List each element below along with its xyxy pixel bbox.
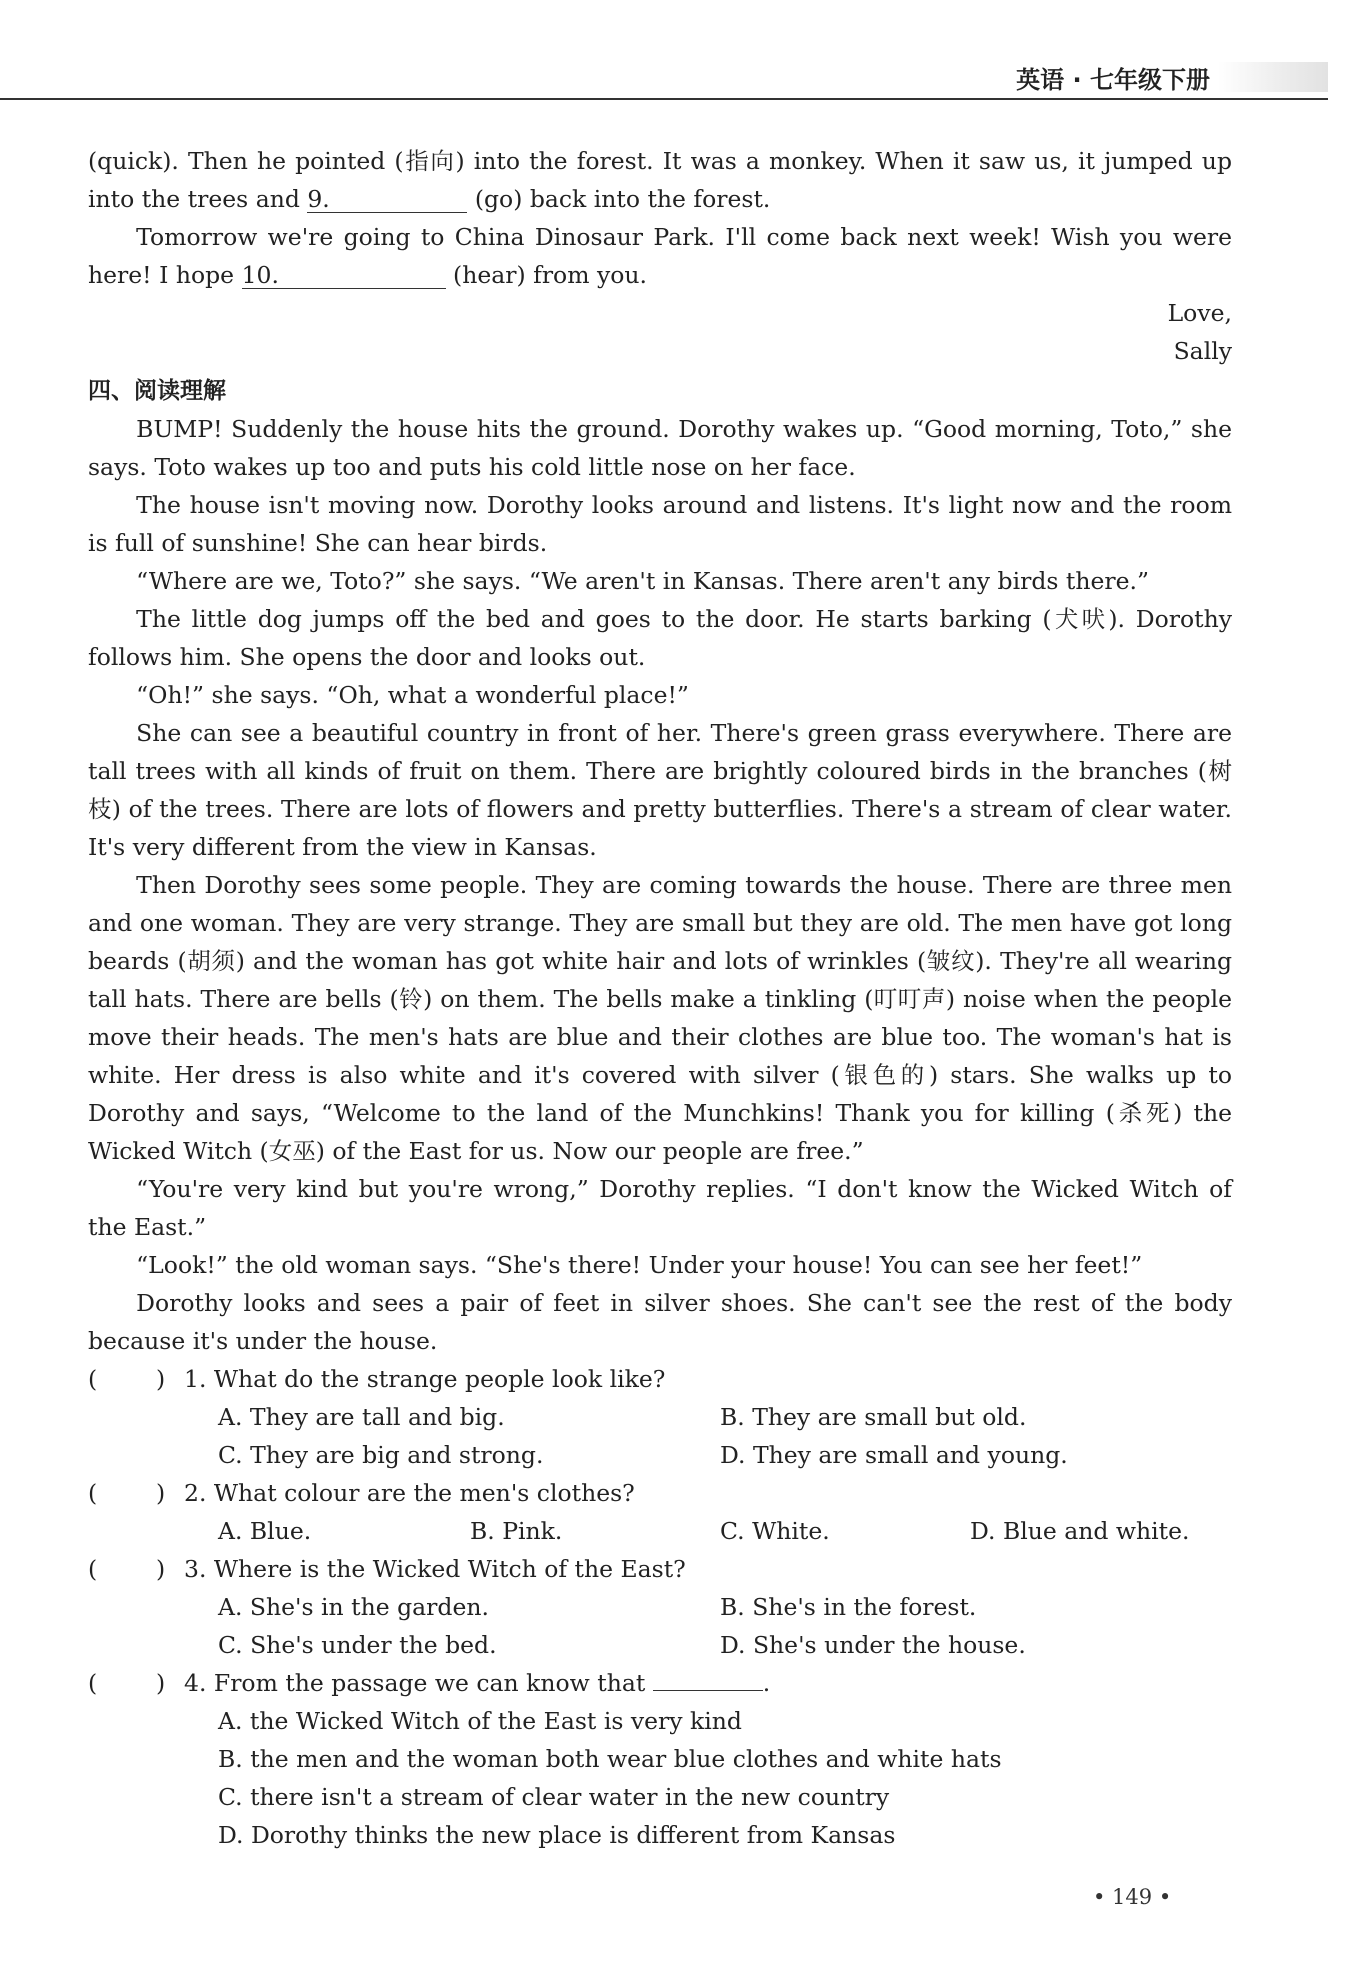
letter-paragraph-2 — [88, 218, 1232, 294]
answer-blank[interactable] — [653, 1690, 763, 1691]
question-text — [184, 1664, 770, 1702]
option-d[interactable]: D. She's under the house. — [720, 1631, 1026, 1659]
answer-blank-10[interactable] — [242, 262, 446, 289]
letter-paragraph-1 — [88, 142, 1232, 218]
section-title: 四、阅读理解 — [88, 378, 226, 404]
option-row — [88, 1778, 1232, 1816]
letter-text: (go) back into the forest. — [467, 185, 771, 213]
option-c[interactable]: C. She's under the bed. — [218, 1631, 497, 1659]
answer-blank-9[interactable] — [307, 186, 467, 213]
blank-number: 9. — [307, 185, 330, 213]
passage-paragraph: “Where are we, Toto?” she says. “We aren't in Kansas. There aren't any birds there.” — [136, 567, 1150, 595]
option-row — [88, 1436, 1232, 1474]
answer-paren-close: ) — [156, 1669, 166, 1697]
question-4 — [88, 1664, 1232, 1702]
question-3 — [88, 1550, 1232, 1588]
page-content — [88, 142, 1232, 1854]
option-row — [88, 1816, 1232, 1854]
option-d[interactable]: D. Dorothy thinks the new place is different from Kansas — [218, 1821, 896, 1849]
option-c[interactable]: C. White. — [720, 1517, 830, 1545]
page-number: • 149 • — [1093, 1885, 1172, 1909]
option-d[interactable]: D. Blue and white. — [970, 1517, 1190, 1545]
letter-text: Tomorrow we're going to China Dinosaur Park. I'll come back next week! Wish you were here! I hope — [88, 223, 1232, 289]
passage-paragraph: The house isn't moving now. Dorothy looks around and listens. It's light now and the room is full of sunshine! She can hear birds. — [88, 491, 1232, 557]
answer-paren-close: ) — [156, 1555, 166, 1583]
question-text: 3. Where is the Wicked Witch of the East? — [184, 1555, 686, 1583]
question-text: 2. What colour are the men's clothes? — [184, 1479, 635, 1507]
question-1 — [88, 1360, 1232, 1398]
passage-paragraph: Dorothy looks and sees a pair of feet in silver shoes. She can't see the rest of the body because it's under the house. — [88, 1289, 1232, 1355]
passage-paragraph: “You're very kind but you're wrong,” Dorothy replies. “I don't know the Wicked Witch of the East.” — [88, 1175, 1232, 1241]
option-row — [88, 1626, 1232, 1664]
passage-paragraph: “Oh!” she says. “Oh, what a wonderful place!” — [136, 681, 689, 709]
letter-text: (quick). Then he pointed (指向) into the forest. It was a monkey. When it saw us, it jumped up into the trees and — [88, 147, 1232, 213]
option-a[interactable]: A. Blue. — [218, 1517, 312, 1545]
question-2 — [88, 1474, 1232, 1512]
passage-paragraph: BUMP! Suddenly the house hits the ground. Dorothy wakes up. “Good morning, Toto,” she says. Toto wakes up too and puts his cold little nose on her face. — [88, 415, 1232, 481]
passage-paragraph: She can see a beautiful country in front of her. There's green grass everywhere. There are tall trees with all kinds of fruit on them. There are brightly coloured birds in the branches (树枝) of the trees. There are lots of flowers and pretty butterflies. There's a stream of clear water. It's very different from the view in Kansas. — [88, 719, 1232, 861]
option-row — [88, 1398, 1232, 1436]
answer-paren-close: ) — [156, 1479, 166, 1507]
option-row — [88, 1740, 1232, 1778]
passage-paragraph: The little dog jumps off the bed and goes to the door. He starts barking (犬吠). Dorothy follows him. She opens the door and looks out. — [88, 605, 1232, 671]
header-decoration — [1218, 62, 1328, 92]
passage-paragraph: Then Dorothy sees some people. They are coming towards the house. There are three men and one woman. They are very strange. They are small but they are old. The men have got long beards (胡须) and the woman has got white hair and lots of wrinkles (皱纹). They're all wearing tall hats. There are bells (铃) on them. The bells make a tinkling (叮叮声) noise when the people move their heads. The men's hats are blue and their clothes are blue too. The woman's hat is white. Her dress is also white and it's covered with silver (银色的) stars. She walks up to Dorothy and says, “Welcome to the land of the Munchkins! Thank you for killing (杀死) the Wicked Witch (女巫) of the East for us. Now our people are free.” — [88, 871, 1232, 1165]
page-header — [0, 56, 1328, 100]
blank-number: 10. — [241, 261, 279, 289]
answer-paren-open[interactable]: ( — [88, 1669, 98, 1697]
option-b[interactable]: B. Pink. — [470, 1517, 563, 1545]
option-row — [88, 1588, 1232, 1626]
letter-closing: Love, — [1167, 299, 1232, 327]
header-title: 英语 · 七年级下册 — [1016, 66, 1210, 94]
question-text: 1. What do the strange people look like? — [184, 1365, 666, 1393]
option-row — [88, 1512, 1232, 1550]
option-a[interactable]: A. the Wicked Witch of the East is very kind — [218, 1707, 742, 1735]
option-c[interactable]: C. there isn't a stream of clear water in the new country — [218, 1783, 890, 1811]
question-period: . — [762, 1669, 771, 1697]
letter-text: (hear) from you. — [445, 261, 647, 289]
passage-paragraph: “Look!” the old woman says. “She's there! Under your house! You can see her feet!” — [136, 1251, 1143, 1279]
answer-paren-open[interactable]: ( — [88, 1365, 98, 1393]
option-b[interactable]: B. the men and the woman both wear blue clothes and white hats — [218, 1745, 1002, 1773]
option-a[interactable]: A. They are tall and big. — [218, 1403, 505, 1431]
answer-paren-open[interactable]: ( — [88, 1555, 98, 1583]
option-row — [88, 1702, 1232, 1740]
option-c[interactable]: C. They are big and strong. — [218, 1441, 544, 1469]
option-d[interactable]: D. They are small and young. — [720, 1441, 1068, 1469]
answer-paren-open[interactable]: ( — [88, 1479, 98, 1507]
option-b[interactable]: B. She's in the forest. — [720, 1593, 977, 1621]
letter-signature: Sally — [1173, 337, 1232, 365]
answer-paren-close: ) — [156, 1365, 166, 1393]
option-b[interactable]: B. They are small but old. — [720, 1403, 1027, 1431]
option-a[interactable]: A. She's in the garden. — [218, 1593, 489, 1621]
question-stem: 4. From the passage we can know that — [184, 1669, 646, 1697]
